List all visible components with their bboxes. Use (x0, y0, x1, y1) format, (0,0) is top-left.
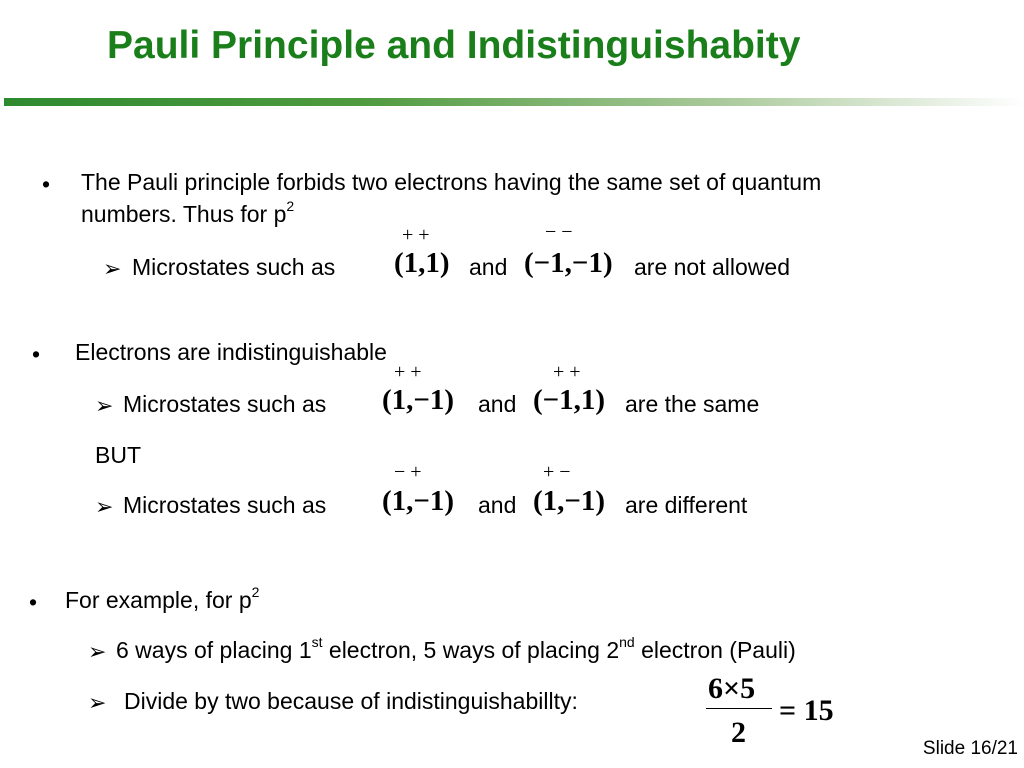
bullet-2: • (32, 341, 41, 367)
not-allowed-text: are not allowed (634, 254, 790, 280)
example-text-main: For example, for p (65, 587, 252, 613)
ways-part3: electron (Pauli) (634, 637, 796, 663)
arrow-bullet-1: ➢ (103, 256, 122, 281)
microstate-2-1: (1,−1) (382, 384, 455, 416)
arrow-bullet-4: ➢ (88, 639, 107, 664)
pauli-text-line2 (81, 198, 295, 227)
and-2: and (478, 391, 517, 417)
m2-signs-3: + − (543, 461, 571, 483)
microstate-1-1: (1,1) (394, 247, 450, 279)
divide-text: Divide by two because of indistinguishabillty: (124, 688, 578, 714)
microstates-label-1: Microstates such as (132, 254, 336, 280)
same-text: are the same (625, 391, 760, 417)
different-text: are different (625, 492, 748, 518)
ways-part1: 6 ways of placing 1 (116, 637, 312, 663)
pauli-text-line2-main: numbers. Thus for p (81, 201, 287, 227)
ways-part2: electron, 5 ways of placing 2 (322, 637, 620, 663)
slide-number: Slide 16/21 (922, 738, 1018, 759)
example-text (65, 584, 260, 613)
microstate-3-2: (1,−1) (533, 485, 606, 517)
fraction-result: = 15 (779, 694, 834, 727)
ways-sup-nd: nd (619, 634, 635, 651)
fraction-denominator: 2 (731, 716, 746, 749)
microstate-1-2: (−1,−1) (524, 247, 613, 279)
arrow-bullet-3: ➢ (95, 494, 114, 519)
bullet-1: • (42, 171, 51, 197)
fraction-numerator: 6×5 (708, 672, 756, 705)
m1-signs-2: + + (394, 361, 422, 383)
title-underline (4, 98, 1024, 106)
m2-signs-2: + + (553, 361, 581, 383)
indistinguishable-text: Electrons are indistinguishable (75, 339, 387, 365)
arrow-bullet-2: ➢ (95, 393, 114, 418)
microstate-3-1: (1,−1) (382, 485, 455, 517)
arrow-bullet-5: ➢ (88, 690, 107, 715)
microstates-label-3: Microstates such as (123, 492, 327, 518)
and-3: and (478, 492, 517, 518)
m2-signs-1: − − (545, 221, 573, 243)
ways-sup-st: st (311, 634, 323, 651)
m1-signs-3: − + (394, 461, 422, 483)
fraction-line (706, 708, 772, 709)
but-text: BUT (95, 442, 141, 468)
and-1: and (469, 254, 508, 280)
m1-signs-1: + + (402, 224, 430, 246)
example-sup: 2 (251, 584, 260, 601)
slide-title: Pauli Principle and Indistinguishabity (107, 24, 801, 67)
ways-text (116, 634, 796, 663)
bullet-3: • (29, 589, 38, 615)
microstates-label-2: Microstates such as (123, 391, 327, 417)
pauli-text-line1: The Pauli principle forbids two electrons having the same set of quantum (81, 169, 822, 195)
microstate-2-2: (−1,1) (533, 384, 606, 416)
pauli-sup: 2 (286, 198, 295, 215)
